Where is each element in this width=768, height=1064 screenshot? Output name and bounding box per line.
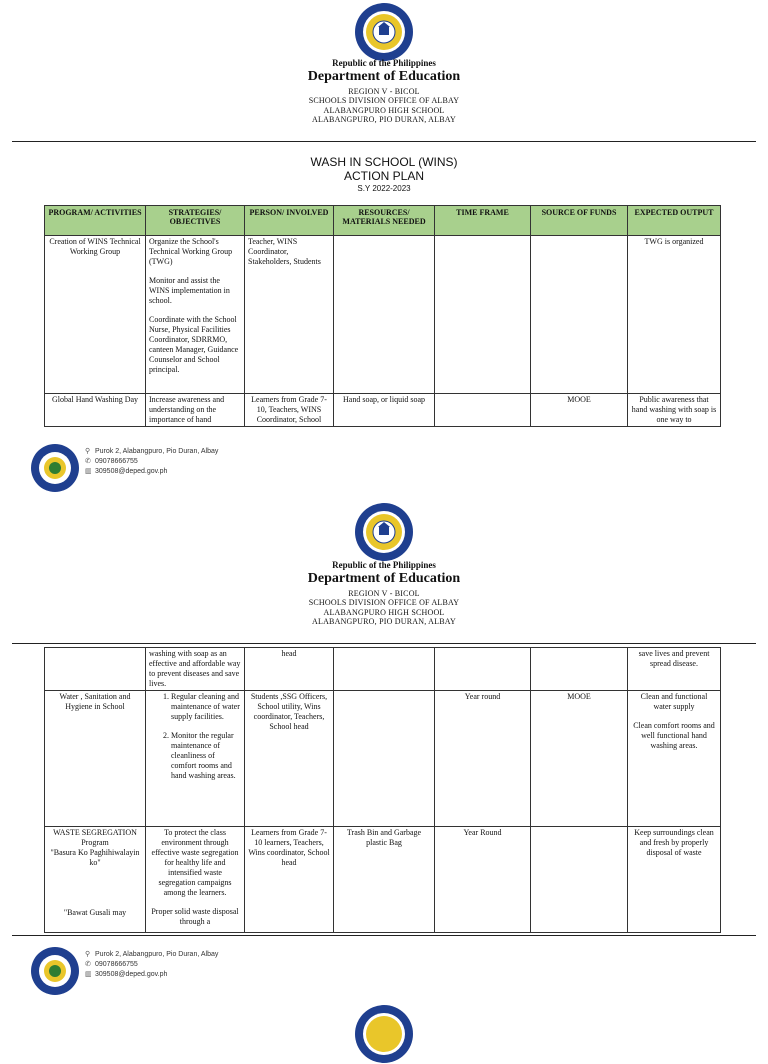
header-school: ALABANGPURO HIGH SCHOOL xyxy=(323,105,445,115)
strategy-text: Coordinate with the School Nurse, Physical Facilities Coordinator, SDRRMO, canteen Manager, Guidance Counselor and School principal. xyxy=(149,315,239,374)
strategy-text: Organize the School's Technical Working Group (TWG) xyxy=(149,237,233,266)
header-address: ALABANGPURO, PIO DURAN, ALBAY xyxy=(312,617,456,627)
cell-resources: Trash Bin and Garbage plastic Bag xyxy=(334,827,435,933)
deped-seal-icon xyxy=(354,2,414,62)
cell-time: Year round xyxy=(435,691,531,827)
cell-resources xyxy=(334,236,435,394)
footer-address: Purok 2, Alabangpuro, Pio Duran, Albay xyxy=(95,448,219,455)
footer-email: 309508@deped.gov.ph xyxy=(95,468,168,475)
page-footer xyxy=(30,946,430,996)
col-header-resources: RESOURCES/ MATERIALS NEEDED xyxy=(334,206,435,236)
plan-title xyxy=(0,155,768,194)
cell-output: save lives and prevent spread disease. xyxy=(628,648,721,691)
header-division: SCHOOLS DIVISION OFFICE OF ALBAY xyxy=(308,96,460,106)
header-division: SCHOOLS DIVISION OFFICE OF ALBAY xyxy=(308,598,460,608)
cell-persons: Students ,SSG Officers, School utility, Wins coordinator, Teachers, School head xyxy=(245,691,334,827)
footer-phone: 09078666755 xyxy=(95,458,138,465)
list-item: 1. Regular cleaning and maintenance of water supply facilities. xyxy=(171,692,241,722)
cell-output xyxy=(628,691,721,827)
cell-strategies xyxy=(146,236,245,394)
cell-program xyxy=(45,648,146,691)
cell-resources xyxy=(334,648,435,691)
location-pin-icon: ⚲ xyxy=(85,448,91,455)
action-plan-table xyxy=(44,205,721,427)
phone-icon: ✆ xyxy=(85,458,91,465)
cell-program: Water , Sanitation and Hygiene in School xyxy=(45,691,146,827)
header-department: Department of Education xyxy=(307,570,461,586)
cell-resources: Hand soap, or liquid soap xyxy=(334,394,435,427)
program-text: "Basura Ko Paghihiwalayin ko" xyxy=(50,848,140,867)
col-header-strategies: STRATEGIES/ OBJECTIVES xyxy=(146,206,245,236)
list-item: 2. Monitor the regular maintenance of cleanliness of comfort rooms and hand washing areas. xyxy=(171,731,241,781)
cell-funds xyxy=(531,827,628,933)
school-logo-icon xyxy=(30,443,80,493)
cell-time: Year Round xyxy=(435,827,531,933)
building-icon: ▥ xyxy=(85,468,92,475)
header-divider xyxy=(12,643,756,644)
strategy-text: Proper solid waste disposal through a xyxy=(151,907,239,926)
cell-program: Global Hand Washing Day xyxy=(45,394,146,427)
title-sy: S.Y 2022-2023 xyxy=(357,184,411,193)
footer-divider xyxy=(12,935,756,936)
cell-persons: head xyxy=(245,648,334,691)
footer-address: Purok 2, Alabangpuro, Pio Duran, Albay xyxy=(95,951,219,958)
footer-contact xyxy=(85,447,218,477)
header-republic: Republic of the Philippines xyxy=(332,560,436,570)
table-row xyxy=(45,394,721,427)
cell-program: Creation of WINS Technical Working Group xyxy=(45,236,146,394)
col-header-time: TIME FRAME xyxy=(435,206,531,236)
cell-output: Keep surroundings clean and fresh by properly disposal of waste xyxy=(628,827,721,933)
phone-icon: ✆ xyxy=(85,961,91,968)
page-footer xyxy=(30,443,430,493)
footer-phone: 09078666755 xyxy=(95,961,138,968)
table-row xyxy=(45,827,721,933)
cell-strategies: washing with soap as an effective and affordable way to prevent diseases and save lives. xyxy=(146,648,245,691)
table-row xyxy=(45,236,721,394)
letterhead xyxy=(0,58,768,125)
cell-output: Public awareness that hand washing with soap is one way to xyxy=(628,394,721,427)
footer-contact xyxy=(85,950,218,980)
cell-persons: Learners from Grade 7-10 learners, Teachers, Wins coordinator, School head xyxy=(245,827,334,933)
cell-output: TWG is organized xyxy=(628,236,721,394)
action-plan-table-continued xyxy=(44,647,721,933)
strategy-text: To protect the class environment through effective waste segregation for healthy life and intensified waste segregation campaigns among the learners. xyxy=(151,828,239,897)
cell-time xyxy=(435,236,531,394)
cell-strategies xyxy=(146,691,245,827)
strategy-list xyxy=(149,692,241,781)
cell-time xyxy=(435,394,531,427)
header-republic: Republic of the Philippines xyxy=(332,58,436,68)
title-line2: ACTION PLAN xyxy=(343,169,424,183)
header-divider xyxy=(12,141,756,142)
cell-strategies xyxy=(146,827,245,933)
cell-time xyxy=(435,648,531,691)
output-text: Clean and functional water supply xyxy=(640,692,708,711)
header-address: ALABANGPURO, PIO DURAN, ALBAY xyxy=(312,115,456,125)
header-school: ALABANGPURO HIGH SCHOOL xyxy=(323,607,445,617)
table-row xyxy=(45,648,721,691)
deped-seal-icon xyxy=(354,502,414,562)
location-pin-icon: ⚲ xyxy=(85,951,91,958)
col-header-output: EXPECTED OUTPUT xyxy=(628,206,721,236)
header-department: Department of Education xyxy=(307,68,461,84)
program-text: WASTE SEGREGATION Program xyxy=(53,828,137,847)
cell-resources xyxy=(334,691,435,827)
cell-funds: MOOE xyxy=(531,394,628,427)
footer-email: 309508@deped.gov.ph xyxy=(95,971,168,978)
output-text: Clean comfort rooms and well functional hand washing areas. xyxy=(633,721,715,750)
cell-persons: Learners from Grade 7-10, Teachers, WINS Coordinator, School xyxy=(245,394,334,427)
col-header-person: PERSON/ INVOLVED xyxy=(245,206,334,236)
col-header-funds: SOURCE OF FUNDS xyxy=(531,206,628,236)
cell-funds xyxy=(531,648,628,691)
building-icon: ▥ xyxy=(85,971,92,978)
school-logo-icon xyxy=(30,946,80,996)
table-row xyxy=(45,691,721,827)
cell-persons: Teacher, WINS Coordinator, Stakeholders, Students xyxy=(245,236,334,394)
header-region: REGION V - BICOL xyxy=(348,86,420,96)
title-line1: WASH IN SCHOOL (WINS) xyxy=(310,155,458,169)
cell-funds xyxy=(531,236,628,394)
header-region: REGION V - BICOL xyxy=(348,588,420,598)
cell-funds: MOOE xyxy=(531,691,628,827)
col-header-program: PROGRAM/ ACTIVITIES xyxy=(45,206,146,236)
table-header-row xyxy=(45,206,721,236)
letterhead xyxy=(0,560,768,627)
cell-strategies: Increase awareness and understanding on the importance of hand xyxy=(146,394,245,427)
strategy-text: Monitor and assist the WINS implementation in school. xyxy=(149,276,230,305)
program-text: "Bawat Gusali may xyxy=(63,908,127,917)
deped-seal-icon xyxy=(354,1004,414,1064)
cell-program xyxy=(45,827,146,933)
